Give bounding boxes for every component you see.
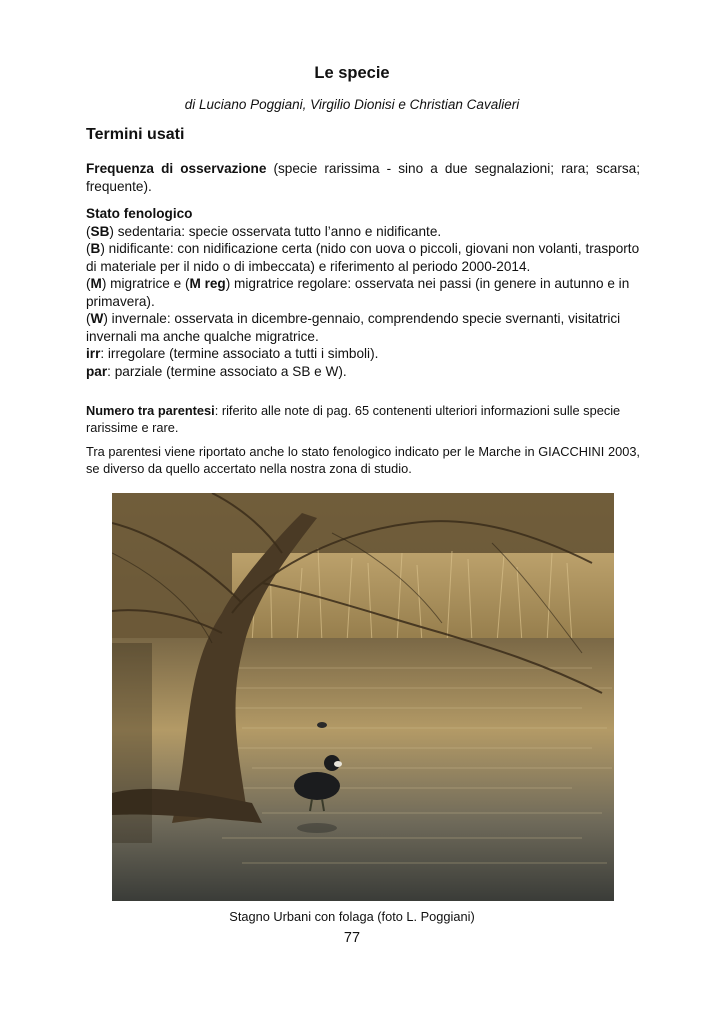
- section-heading: Termini usati: [86, 126, 185, 143]
- stato-line-w: (W) invernale: osservata in dicembre-gennaio, comprendendo specie svernanti, visitatrici invernali ma anche qualche migratrice.: [86, 311, 621, 344]
- numero-paragraph: [86, 402, 640, 436]
- stato-line-m: (M) migratrice e (M reg) migratrice regolare: osservata nei passi (in genere in autunno e in primavera).: [86, 276, 630, 309]
- authors-line: di Luciano Poggiani, Virgilio Dionisi e Christian Cavalieri: [184, 97, 520, 112]
- parentesi-note-paragraph: Tra parentesi viene riportato anche lo stato fenologico indicato per le Marche in GIACCHINI 2003, se diverso da quello accertato nella nostra zona di studio.: [86, 444, 640, 476]
- page-number: 77: [343, 930, 361, 946]
- numero-text: : riferito alle note di pag. 65 contenenti ulteriori informazioni sulle specie rarissime e rare.: [86, 403, 621, 435]
- coot-body: [294, 772, 340, 800]
- photo-illustration: [112, 493, 614, 901]
- stato-line-b: (B) nidificante: con nidificazione certa (nido con uova o piccoli, giovani non volanti, trasporto di materiale per il nido o di imbeccata) e riferimento al periodo 2000-2014.: [86, 241, 640, 274]
- frequenza-term: Frequenza di osservazione: [86, 161, 267, 176]
- stato-line-sb: (SB) sedentaria: specie osservata tutto l’anno e nidificante.: [86, 223, 442, 239]
- page-title: Le specie: [314, 64, 390, 82]
- photo-caption: Stagno Urbani con folaga (foto L. Poggiani): [229, 909, 475, 924]
- stato-line-par: par: parziale (termine associato a SB e W).: [86, 363, 347, 379]
- frequenza-paragraph: [86, 160, 640, 195]
- stato-line-irr: irr: irregolare (termine associato a tutti i simboli).: [86, 346, 379, 361]
- frequenza-text: (specie rarissima - sino a due segnalazioni; rara; scarsa; frequente).: [86, 161, 640, 194]
- numero-term: Numero tra parentesi: [86, 403, 215, 418]
- stato-fenologico-block: [86, 205, 640, 380]
- stato-heading: Stato fenologico: [86, 206, 193, 221]
- pond-coot-photo: [112, 493, 614, 901]
